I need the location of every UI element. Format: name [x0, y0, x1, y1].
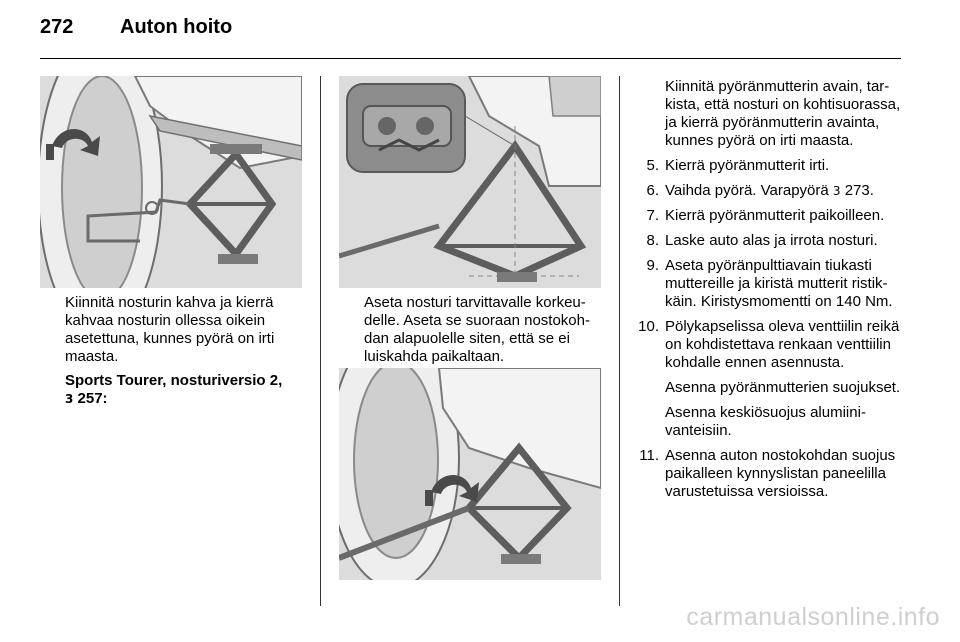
list-item: [632, 257, 904, 311]
col1-instruction: Kiinnitä nosturin kahva ja kierrä kahvaa nosturin ollessa oikein asetettuna, kunnes pyörä on irti maasta.: [65, 294, 275, 365]
col1-heading-ref: 257:: [73, 390, 108, 407]
list-item-number: 10.: [638, 318, 659, 335]
col2-paragraph: Aseta nosturi tarvittavalle korkeudelle. Aseta se suoraan nostokohdan alapuolelle siten, että se ei luiskahda paikaltaan.: [364, 294, 590, 365]
jack-placement-illustration: [339, 76, 601, 288]
list-item-text: Aseta pyöränpulttiavain tiukasti muttereille ja kiristä mutterit ristikkäin. Kiristysmomentti on 140 Nm.: [665, 257, 893, 310]
list-item-subparagraph: Asenna pyöränmutterien suojukset.: [665, 379, 901, 396]
list-item-number: 9.: [646, 257, 659, 274]
jack-crank-drawing: [40, 76, 302, 288]
list-item: [632, 318, 904, 372]
col1-heading-text: Sports Tourer, nosturiversio 2,: [65, 372, 283, 389]
watermark: carmanualsonline.info: [686, 603, 940, 631]
list-item-text: Pölykapselissa oleva venttiilin reikä on kohdistettava renkaan venttiilin kohdalle ennen asennusta.: [665, 318, 900, 371]
col3-intro: Kiinnitä pyöränmutterin avain, tarkista, että nosturi on kohtisuorassa, ja kierrä pyöränmutterin avainta, kunnes pyörä on irti maasta.: [665, 78, 901, 149]
list-item: [632, 157, 904, 175]
jack-placement-drawing: [339, 76, 601, 288]
page-title: Auton hoito: [120, 16, 233, 38]
list-item: [632, 447, 904, 501]
column-divider-1: [320, 76, 321, 606]
list-item-number: 8.: [646, 232, 659, 249]
jack-wrench-illustration: [339, 368, 601, 580]
column-divider-2: [619, 76, 620, 606]
page-ref-icon: 3: [832, 184, 841, 198]
jack-wrench-drawing: [339, 368, 601, 580]
list-item-number: 7.: [646, 207, 659, 224]
list-item-text: Asenna auton nostokohdan suojus paikalleen kynnyslistan paneelilla varustetuissa versioissa.: [665, 447, 896, 500]
col1-paragraph: [65, 294, 300, 408]
list-item: [632, 207, 904, 225]
page-ref-icon: 3: [65, 392, 74, 406]
list-item-text: [665, 182, 904, 200]
list-item-text: Laske auto alas ja irrota nosturi.: [665, 232, 878, 249]
list-item: [632, 232, 904, 250]
page-header: [40, 16, 232, 39]
header-divider: [40, 58, 901, 59]
instruction-list: [632, 78, 904, 501]
jack-crank-illustration: [40, 76, 302, 288]
list-item-number: 11.: [639, 447, 659, 464]
list-item-text: Kierrä pyöränmutterit paikoilleen.: [665, 207, 885, 224]
page-number: 272: [40, 16, 74, 38]
col1-heading: [65, 372, 300, 408]
list-item-text-part: Vaihda pyörä. Varapyörä: [665, 182, 833, 199]
list-item-text-part: 273.: [840, 182, 874, 199]
list-item-number: 5.: [646, 157, 659, 174]
list-item-text: Kierrä pyöränmutterit irti.: [665, 157, 830, 174]
list-item-subparagraph: Asenna keskiösuojus alumiinivanteisiin.: [665, 404, 866, 439]
list-item-number: 6.: [646, 182, 659, 199]
list-item: [632, 182, 904, 200]
